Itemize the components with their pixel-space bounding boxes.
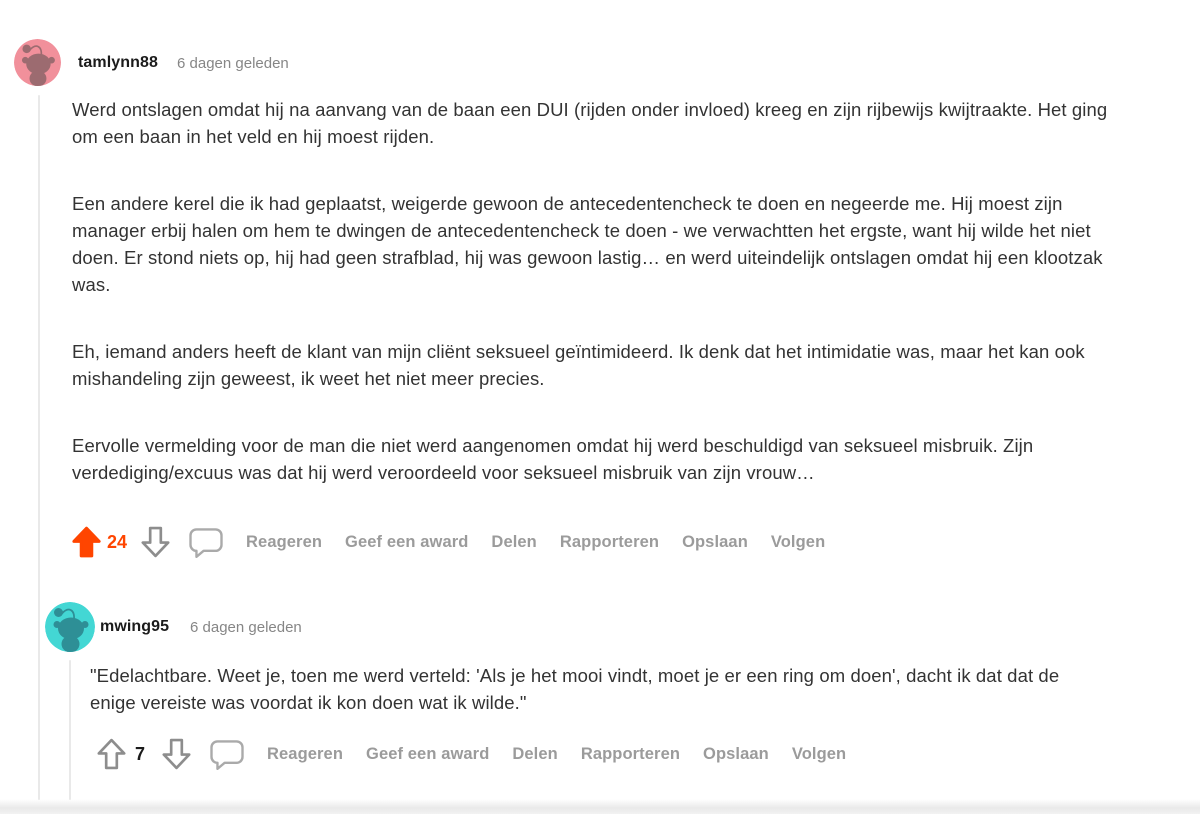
give-award-button[interactable]: Geef een award [366, 744, 490, 763]
comment-1-paragraph-4: Eervolle vermelding voor de man die niet werd aangenomen omdat hij werd beschuldigd van seksueel misbruik. Zijn verdediging/excuus was dat hij werd veroordeeld voor seksueel misbruik van zijn vrouw… [72, 435, 1034, 483]
thread-line-comment-1[interactable] [38, 95, 40, 800]
share-button[interactable]: Delen [512, 744, 558, 763]
comments-button[interactable] [209, 739, 245, 770]
snoo-avatar-icon [45, 602, 95, 652]
vote-count: 24 [107, 531, 128, 552]
upvote-arrow-icon [72, 526, 101, 558]
comment-1-body [72, 96, 1108, 486]
username-comment-1[interactable]: tamlynn88 [78, 54, 159, 71]
upvote-button[interactable] [72, 526, 101, 558]
comment-2-body [90, 662, 1110, 716]
comment-1-links [246, 533, 825, 552]
downvote-arrow-icon [162, 738, 191, 770]
reply-button[interactable]: Reageren [246, 532, 323, 551]
downvote-button[interactable] [141, 526, 170, 558]
comment-1-action-bar [72, 522, 825, 562]
timestamp-comment-1: 6 dagen geleden [177, 55, 289, 72]
share-button[interactable]: Delen [491, 532, 537, 551]
downvote-button[interactable] [162, 738, 191, 770]
comments-button[interactable] [188, 527, 224, 558]
snoo-avatar-icon [14, 39, 61, 86]
comment-2-paragraph-1: "Edelachtbare. Weet je, toen me werd verteld: 'Als je het mooi vindt, moet je er een ring om doen', dacht ik dat dat de enige vereiste was voordat ik kon doen wat ik wilde." [90, 665, 1060, 713]
comment-1-paragraph-2: Een andere kerel die ik had geplaatst, weigerde gewoon de antecedentencheck te doen en negeerde me. Hij moest zijn manager erbij halen om hem te dwingen de antecedentencheck te doen - we verwachtten het ergste, want hij wilde het niet doen. Er stond niets op, hij had geen strafblad, hij was gewoon lastig… en werd uiteindelijk ontslagen omdat hij een klootzak was. [72, 193, 1103, 295]
report-button[interactable]: Rapporteren [559, 532, 660, 551]
reply-button[interactable]: Reageren [267, 744, 344, 763]
speech-bubble-icon [188, 527, 224, 558]
save-button[interactable]: Opslaan [703, 744, 769, 763]
report-button[interactable]: Rapporteren [580, 744, 681, 763]
follow-button[interactable]: Volgen [770, 532, 826, 551]
upvote-arrow-icon [97, 738, 126, 770]
downvote-arrow-icon [141, 526, 170, 558]
comment-1-paragraph-3: Eh, iemand anders heeft de klant van mijn cliënt seksueel geïntimideerd. Ik denk dat het intimidatie was, maar het kan ook mishandeling zijn geweest, ik weet het niet meer precies. [72, 341, 1085, 389]
avatar-mwing95[interactable] [45, 602, 95, 652]
give-award-button[interactable]: Geef een award [345, 532, 469, 551]
bottom-divider [0, 799, 1200, 814]
username-comment-2[interactable]: mwing95 [100, 618, 170, 635]
avatar-tamlynn88[interactable] [14, 39, 61, 86]
timestamp-comment-2: 6 dagen geleden [190, 619, 302, 636]
speech-bubble-icon [209, 739, 245, 770]
save-button[interactable]: Opslaan [682, 532, 748, 551]
comment-2-links [267, 745, 846, 764]
comment-2-action-bar [97, 734, 846, 774]
thread-line-comment-2[interactable] [69, 660, 71, 800]
follow-button[interactable]: Volgen [791, 744, 847, 763]
vote-count: 7 [134, 743, 145, 764]
comment-1-paragraph-1: Werd ontslagen omdat hij na aanvang van de baan een DUI (rijden onder invloed) kreeg en zijn rijbewijs kwijtraakte. Het ging om een baan in het veld en hij moest rijden. [72, 99, 1108, 147]
upvote-button[interactable] [97, 738, 126, 770]
